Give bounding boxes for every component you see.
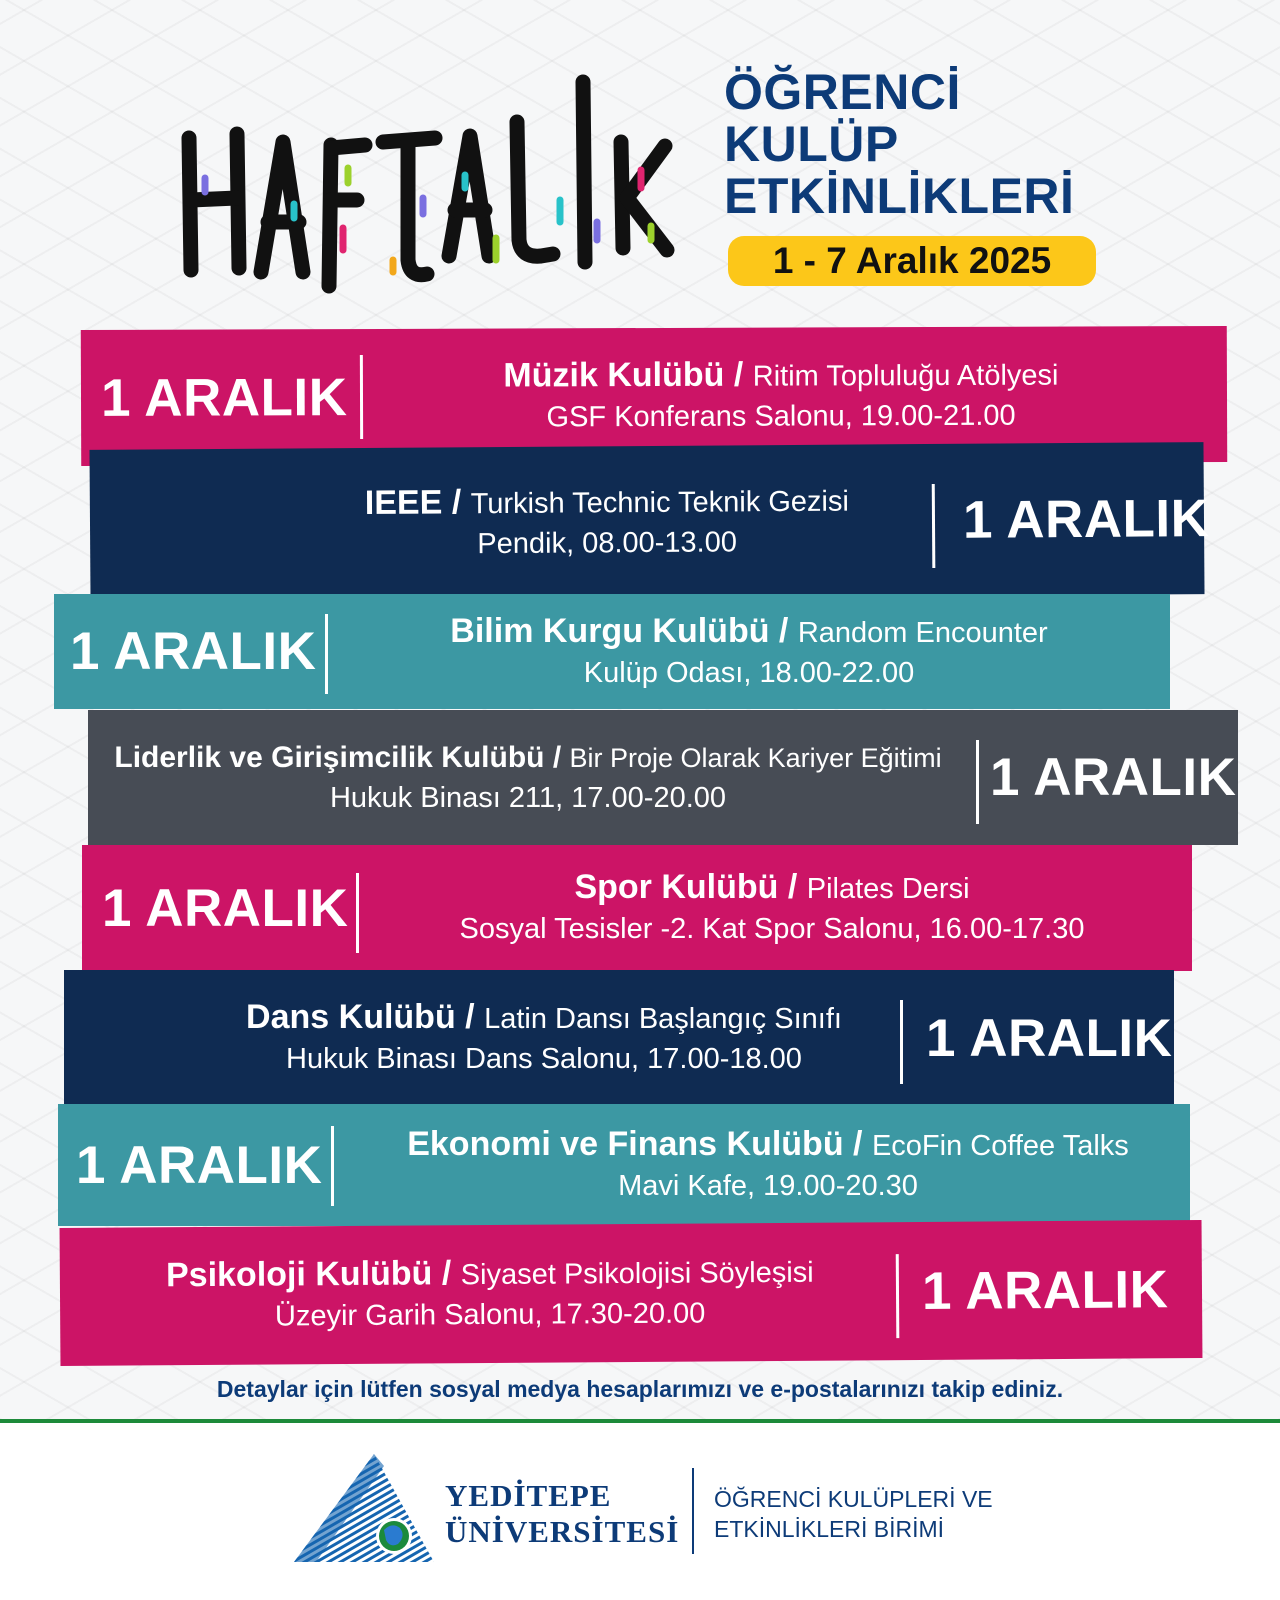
event-place-time: Hukuk Binası Dans Salonu, 17.00-18.00 xyxy=(286,1043,802,1075)
event-band-6 xyxy=(64,970,1174,1106)
event-title: Random Encounter xyxy=(797,616,1048,649)
title-line-1: ÖĞRENCİ xyxy=(724,64,961,120)
club-name: Psikoloji Kulübü xyxy=(165,1254,433,1295)
university-line-2: ÜNİVERSİTESİ xyxy=(445,1514,680,1549)
event-day: 1 ARALIK xyxy=(962,488,1210,550)
header-title xyxy=(724,66,1074,222)
event-place-time: Mavi Kafe, 19.00-20.30 xyxy=(618,1170,918,1202)
slash: / xyxy=(778,868,807,906)
event-title: Pilates Dersi xyxy=(806,873,970,905)
event-place-time: Kulüp Odası, 18.00-22.00 xyxy=(583,656,915,689)
slash: / xyxy=(455,998,485,1036)
unit-line-1: ÖĞRENCİ KULÜPLERİ VE xyxy=(714,1486,993,1512)
event-day: 1 ARALIK xyxy=(76,1135,323,1195)
club-name: Bilim Kurgu Kulübü xyxy=(450,611,770,650)
event-place-time: Pendik, 08.00-13.00 xyxy=(477,526,738,561)
slash: / xyxy=(724,355,753,394)
divider xyxy=(976,740,979,824)
event-info xyxy=(98,710,958,845)
university-line-1: YEDİTEPE xyxy=(445,1478,612,1513)
slash: / xyxy=(769,611,798,650)
club-name: Dans Kulübü xyxy=(246,998,456,1036)
divider xyxy=(356,873,359,953)
divider xyxy=(360,355,363,439)
yeditepe-logo-icon xyxy=(288,1452,438,1566)
club-name: Müzik Kulübü xyxy=(503,355,725,395)
title-line-3: ETKİNLİKLERİ xyxy=(724,168,1075,224)
event-band-2 xyxy=(89,442,1210,602)
event-title: EcoFin Coffee Talks xyxy=(871,1130,1129,1162)
event-info xyxy=(100,1222,881,1365)
event-title: Siyaset Psikolojisi Söyleşisi xyxy=(460,1256,814,1292)
event-info xyxy=(174,970,914,1106)
event-info xyxy=(382,845,1162,971)
logo-divider xyxy=(692,1468,694,1554)
event-title: Turkish Technic Teknik Gezisi xyxy=(470,485,849,521)
unit-name xyxy=(714,1484,993,1544)
event-day: 1 ARALIK xyxy=(70,622,317,681)
title-line-2: KULÜP xyxy=(724,116,899,172)
haftalik-logo xyxy=(165,50,695,310)
slash: / xyxy=(843,1125,872,1163)
unit-line-2: ETKİNLİKLERİ BİRİMİ xyxy=(714,1516,945,1542)
event-band-4 xyxy=(88,710,1238,845)
divider xyxy=(896,1254,900,1338)
event-title: Latin Dansı Başlangıç Sınıfı xyxy=(484,1003,842,1035)
divider xyxy=(932,484,936,568)
club-name: Spor Kulübü xyxy=(574,868,779,906)
event-place-time: Sosyal Tesisler -2. Kat Spor Salonu, 16.00-17.30 xyxy=(459,913,1085,945)
divider xyxy=(331,1126,334,1206)
event-title: Bir Proje Olarak Kariyer Eğitimi xyxy=(569,742,942,773)
club-name: IEEE xyxy=(364,483,443,522)
event-day: 1 ARALIK xyxy=(100,367,348,428)
event-day: 1 ARALIK xyxy=(926,1008,1173,1068)
slash: / xyxy=(442,483,471,522)
event-band-7 xyxy=(58,1104,1190,1226)
event-place-time: Üzeyir Garih Salonu, 17.30-20.00 xyxy=(274,1297,706,1333)
event-day: 1 ARALIK xyxy=(921,1259,1169,1321)
event-info xyxy=(344,594,1154,709)
club-name: Liderlik ve Girişimcilik Kulübü xyxy=(114,740,545,774)
footer-note: Detaylar için lütfen sosyal medya hesaplarımızı ve e-postalarınızı takip ediniz. xyxy=(216,1376,1064,1402)
event-place-time: Hukuk Binası 211, 17.00-20.00 xyxy=(329,781,727,814)
event-info xyxy=(358,1104,1178,1226)
event-band-5 xyxy=(82,845,1192,971)
slash: / xyxy=(544,740,570,774)
slash: / xyxy=(432,1254,461,1293)
event-day: 1 ARALIK xyxy=(990,748,1237,807)
event-day: 1 ARALIK xyxy=(102,878,349,938)
event-band-3 xyxy=(54,594,1170,709)
divider xyxy=(900,1000,903,1084)
divider xyxy=(325,614,328,694)
club-name: Ekonomi ve Finans Kulübü xyxy=(407,1125,844,1163)
university-name xyxy=(445,1478,679,1550)
date-range-badge: 1 - 7 Aralık 2025 xyxy=(728,236,1096,286)
event-title: Ritim Topluluğu Atölyesi xyxy=(752,359,1059,393)
event-band-8 xyxy=(60,1220,1203,1366)
event-place-time: GSF Konferans Salonu, 19.00-21.00 xyxy=(546,399,1016,434)
